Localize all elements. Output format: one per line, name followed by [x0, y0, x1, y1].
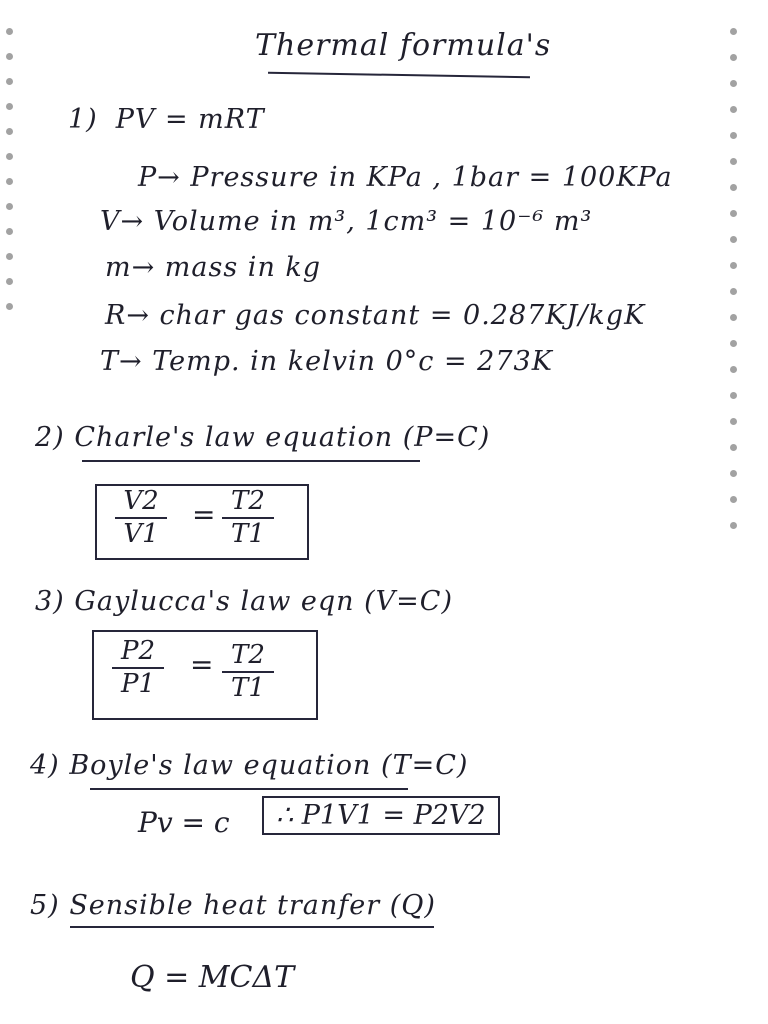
section-3-number: 3): [35, 586, 65, 617]
section-1-number: 1): [68, 104, 98, 135]
boyles-law-condition: (T=C): [381, 750, 469, 781]
charles-law-condition: (P=C): [402, 422, 491, 453]
section-5-heading: [30, 890, 436, 921]
right-punch-holes: [730, 28, 740, 548]
definition-gas-constant: R→ char gas constant = 0.287KJ/kgK: [105, 300, 646, 331]
charles-rhs-fraction: [222, 488, 274, 549]
title-underline: [268, 72, 530, 79]
section-2-heading: [35, 422, 490, 453]
gaylussac-lhs-fraction: [112, 638, 164, 699]
sensible-heat-title: Sensible heat tranfer: [69, 890, 381, 921]
definition-temperature: T→ Temp. in kelvin 0°c = 273K: [100, 346, 553, 377]
gaylussac-rhs-numerator: T2: [231, 640, 265, 670]
gaylussac-rhs-fraction: [222, 642, 274, 703]
section-4-underline: [90, 788, 408, 790]
charles-lhs-denominator: V1: [123, 519, 159, 550]
boyles-law-box: ∴ P1V1 = P2V2: [262, 796, 500, 835]
section-4-number: 4): [30, 750, 60, 781]
gaylussac-rhs-denominator: T1: [231, 673, 265, 704]
sensible-heat-formula: Q = MCΔT: [130, 960, 295, 995]
page-title: Thermal formula's: [255, 28, 552, 63]
gaylussac-equals: =: [190, 648, 214, 681]
section-3-heading: [35, 586, 453, 617]
section-5-underline: [70, 926, 434, 928]
section-1-formula: [68, 104, 265, 135]
definition-mass: m→ mass in kg: [105, 252, 322, 283]
gaylussac-law-condition: (V=C): [364, 586, 453, 617]
definition-volume: V→ Volume in m³, 1cm³ = 10⁻⁶ m³: [100, 206, 593, 237]
charles-rhs-numerator: T2: [231, 486, 265, 516]
charles-equals: =: [192, 498, 216, 531]
boyles-pv-constant: Pv = c: [138, 806, 230, 839]
section-2-number: 2): [35, 422, 65, 453]
left-punch-holes: [6, 28, 16, 328]
section-2-underline: [82, 460, 420, 462]
sensible-heat-symbol: (Q): [389, 890, 436, 921]
section-4-heading: [30, 750, 468, 781]
ideal-gas-equation: PV = mRT: [115, 104, 265, 135]
gaylussac-lhs-numerator: P2: [120, 636, 156, 666]
gaylussac-lhs-denominator: P1: [120, 669, 156, 700]
section-5-number: 5): [30, 890, 60, 921]
boyles-law-title: Boyle's law equation: [69, 750, 372, 781]
charles-law-title: Charle's law equation: [74, 422, 394, 453]
charles-lhs-numerator: V2: [123, 486, 159, 516]
charles-lhs-fraction: [115, 488, 167, 549]
definition-pressure: P→ Pressure in KPa , 1bar = 100KPa: [138, 162, 673, 193]
gaylussac-law-title: Gaylucca's law eqn: [74, 586, 355, 617]
charles-rhs-denominator: T1: [231, 519, 265, 550]
